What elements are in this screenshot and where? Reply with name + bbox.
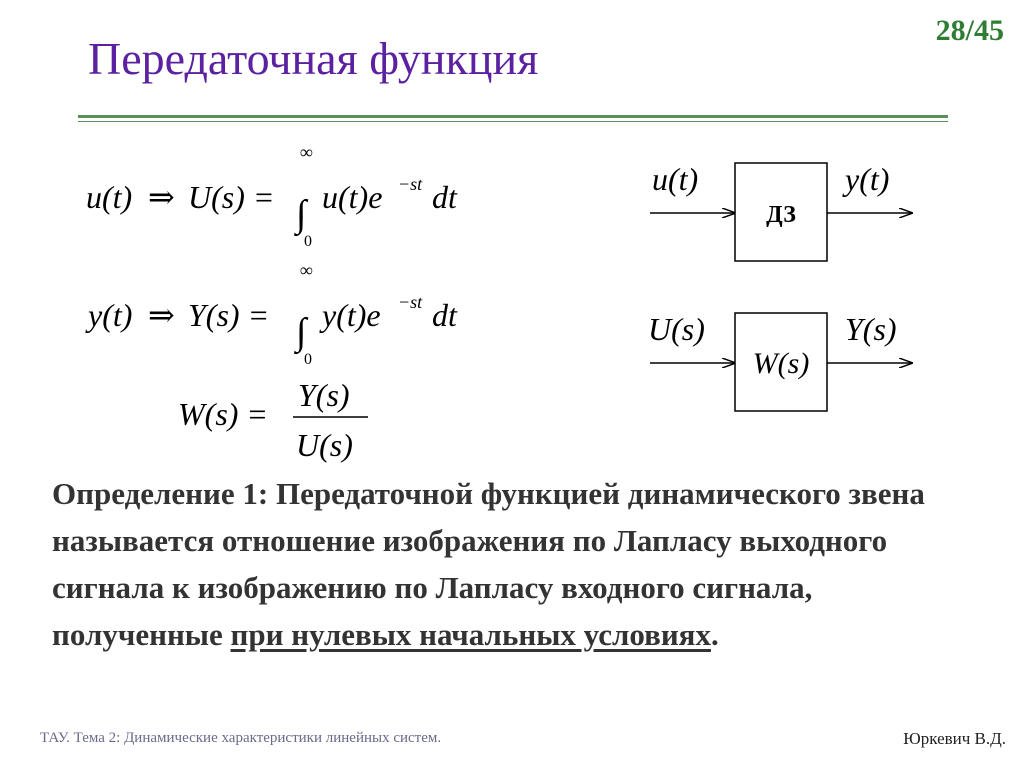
transfer-function-formula bbox=[178, 377, 368, 463]
block1-input-label: u(t) bbox=[652, 161, 699, 197]
u-image: U(s) = bbox=[188, 179, 275, 215]
dt-1: dt bbox=[432, 179, 457, 215]
y-image: Y(s) = bbox=[188, 297, 270, 333]
definition-end: . bbox=[710, 617, 719, 652]
laplace-formula-u bbox=[86, 142, 458, 250]
block2-input-label: U(s) bbox=[648, 311, 705, 347]
lower-limit-2: 0 bbox=[304, 351, 312, 368]
definition-main: Определение 1: Передаточной функцией динамического звена называется отношение изображения по Лапласу выходного сигнала к изображению по Лапласу входного сигнала, полученные bbox=[52, 476, 925, 652]
y-lhs: y(t) bbox=[88, 297, 133, 333]
slide-title: Передаточная функция bbox=[88, 33, 539, 84]
block-diagram-s-domain bbox=[648, 311, 912, 411]
block2-label: W(s) bbox=[752, 347, 810, 380]
block-diagram-time-domain bbox=[650, 161, 912, 261]
footer-author: Юркевич В.Д. bbox=[903, 729, 1006, 748]
definition-text bbox=[52, 470, 972, 658]
block-diagrams bbox=[640, 150, 940, 420]
implies-symbol-2: ⇒ bbox=[148, 297, 175, 333]
laplace-formula-y bbox=[85, 260, 458, 368]
title-divider bbox=[78, 115, 948, 118]
upper-limit-2: ∞ bbox=[300, 260, 313, 280]
title-divider-thin bbox=[78, 121, 948, 122]
definition-underlined: при нулевых начальных условиях bbox=[230, 617, 711, 652]
block1-label: ДЗ bbox=[766, 202, 796, 228]
page-number: 28/45 bbox=[935, 14, 1004, 47]
lower-limit-1: 0 bbox=[304, 233, 312, 250]
u-lhs: u(t) bbox=[86, 179, 133, 215]
integral-sign-2: ∫ bbox=[296, 311, 307, 353]
u-integrand: u(t)e bbox=[322, 179, 383, 215]
block2-output-label: Y(s) bbox=[845, 311, 897, 347]
implies-symbol-1: ⇒ bbox=[148, 179, 175, 215]
upper-limit-1: ∞ bbox=[300, 142, 313, 162]
block1-output-label: y(t) bbox=[845, 161, 890, 197]
dt-2: dt bbox=[432, 297, 457, 333]
w-denominator: U(s) bbox=[296, 427, 353, 463]
y-integrand: y(t)e bbox=[322, 297, 381, 333]
w-lhs: W(s) = bbox=[178, 396, 269, 432]
exponent-1: −st bbox=[398, 174, 423, 194]
exponent-2: −st bbox=[398, 292, 423, 312]
formulas-block bbox=[0, 140, 520, 470]
footer-course: ТАУ. Тема 2: Динамические характеристики линейных систем. bbox=[40, 730, 442, 746]
integral-sign-1: ∫ bbox=[296, 193, 307, 235]
w-numerator: Y(s) bbox=[298, 377, 350, 413]
